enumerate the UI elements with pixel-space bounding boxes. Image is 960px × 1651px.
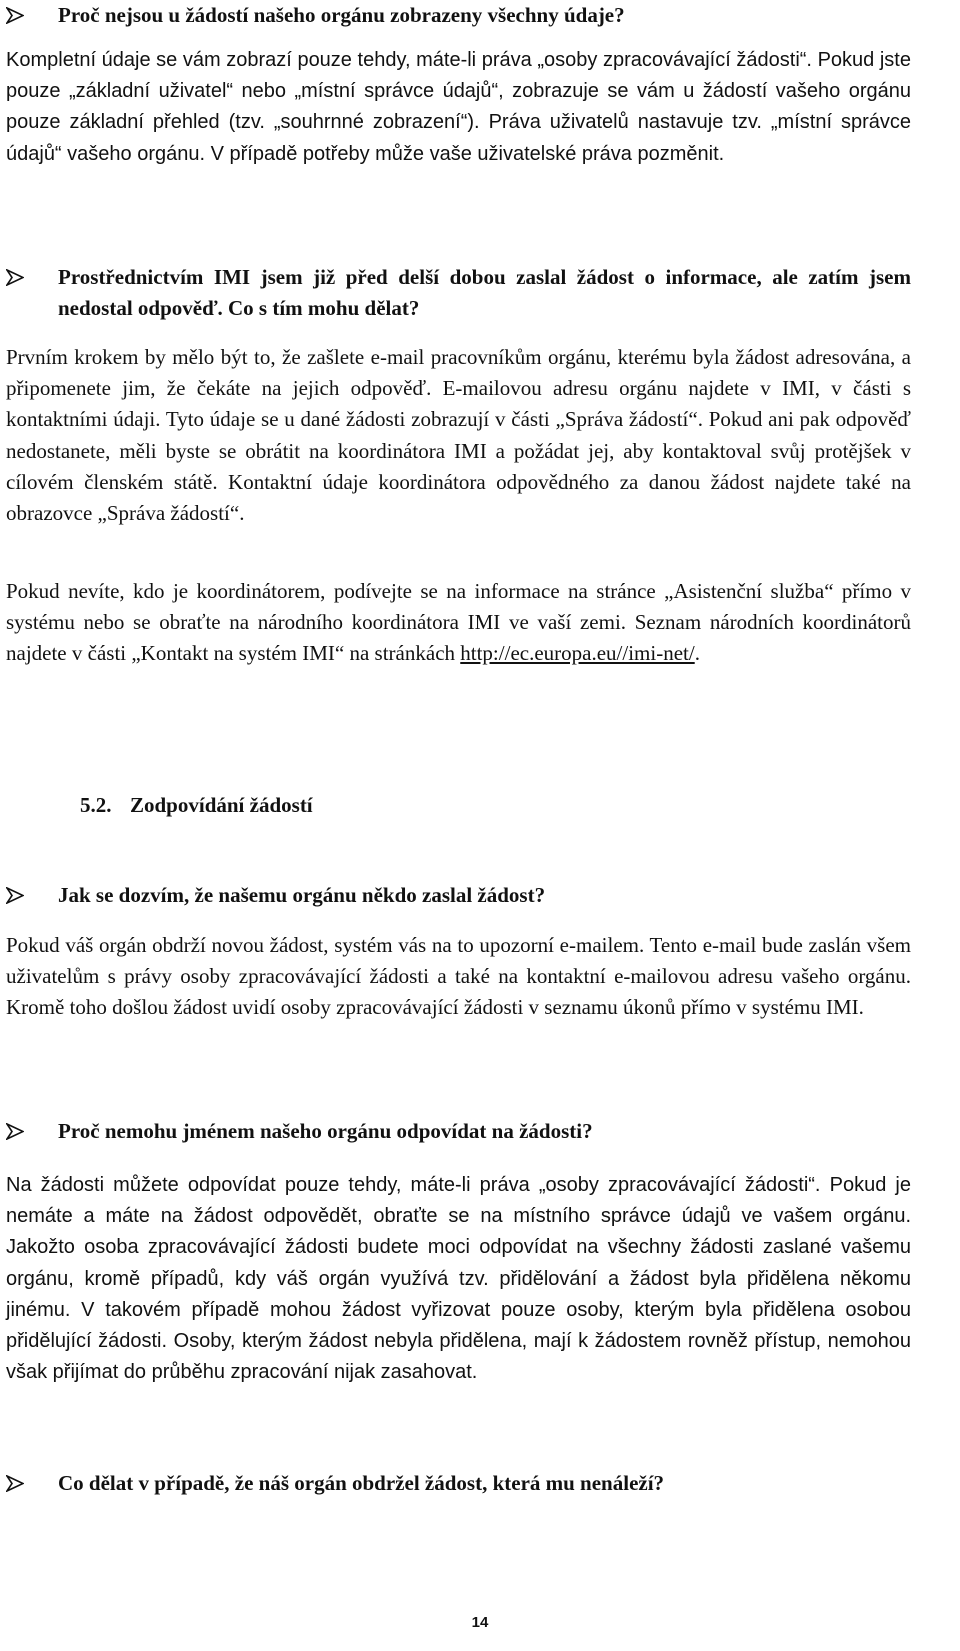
faq-question: Jak se dozvím, že našemu orgánu někdo zaslal žádost? <box>6 880 911 911</box>
faq-answer <box>6 576 911 670</box>
faq-question: Proč nejsou u žádostí našeho orgánu zobrazeny všechny údaje? <box>6 0 911 31</box>
faq-question: Co dělat v případě, že náš orgán obdržel žádost, která mu nenáleží? <box>6 1468 911 1499</box>
section-title: Zodpovídání žádostí <box>130 793 313 817</box>
section-heading <box>80 790 313 821</box>
link-suffix: . <box>694 641 700 666</box>
faq-answer: Pokud váš orgán obdrží novou žádost, systém vás na to upozorní e-mailem. Tento e-mail bude zaslán všem uživatelům s právy osoby zpracovávající žádosti a také na kontaktní e-mailovou adresu vašeho orgánu. Kromě toho došlou žádost uvidí osoby zpracovávající žádosti v seznamu úkonů přímo v systému IMI. <box>6 933 911 1020</box>
arrow-bullet-icon <box>6 1116 58 1140</box>
arrow-bullet-icon <box>6 262 58 286</box>
faq-question: Proč nemohu jménem našeho orgánu odpovídat na žádosti? <box>6 1116 911 1147</box>
faq-answer: Prvním krokem by mělo být to, že zašlete e-mail pracovníkům orgánu, kterému byla žádost adresována, a připomenete jim, že čekáte na jejich odpověď. E-mailovou adresu orgánu najdete v IMI, v části s kontaktními údaji. Tyto údaje se u dané žádosti zobrazují v části „Správa žádostí“. Pokud ani pak odpověď nedostanete, měli byste se obrátit na koordinátora IMI a požádat jej, aby kontaktoval svůj protějšek v cílovém členském státě. Kontaktní údaje koordinátora odpovědného za danou žádost najdete také na obrazovce „Správa žádostí“. <box>6 345 911 526</box>
faq-answer: Na žádosti můžete odpovídat pouze tehdy, máte-li práva „osoby zpracovávající žádosti“. Pokud je nemáte a máte na žádost odpovědět, obraťte se na místního správce údajů ve vašem orgánu. Jakožto osoba zpracovávající žádosti budete moci odpovídat na všechny žádosti zaslané vašemu orgánu, kromě případů, kdy váš orgán využívá tzv. přidělování a žádost byla přidělena někomu jinému. V takovém případě mohou žádost vyřizovat pouze osoby, kterým byla přidělena osobou přidělující žádosti. Osoby, kterým žádost nebyla přidělena, mají k žádostem rovněž přístup, nemohou však přijímat do průběhu zpracování nijak zasahovat. <box>6 1174 911 1384</box>
faq-question: Prostřednictvím IMI jsem již před delší dobou zaslal žádost o informace, ale zatím jsem nedostal odpověď. Co s tím mohu dělat? <box>6 262 911 324</box>
arrow-bullet-icon <box>6 0 58 24</box>
page-number: 14 <box>471 1614 489 1631</box>
imi-link[interactable]: http://ec.europa.eu//imi-net/ <box>460 641 695 666</box>
answer-text: Pokud nevíte, kdo je koordinátorem, podívejte se na informace na stránce „Asistenční služba“ přímo v systému nebo se obraťte na národního koordinátora IMI ve vaší zemi. Seznam národních koordinátorů najdete v části „Kontakt na systém IMI“ na stránkách <box>6 579 911 666</box>
arrow-bullet-icon <box>6 1468 58 1492</box>
section-number: 5.2. <box>80 793 112 817</box>
faq-answer: Kompletní údaje se vám zobrazí pouze tehdy, máte-li práva „osoby zpracovávající žádosti“. Pokud jste pouze „základní uživatel“ nebo „místní správce údajů“, zobrazuje se vám u žádostí vašeho orgánu pouze základní přehled (tzv. „souhrnné zobrazení“). Práva uživatelů nastavuje tzv. „místní správce údajů“ vašeho orgánu. V případě potřeby může vaše uživatelské práva pozměnit. <box>6 49 911 165</box>
arrow-bullet-icon <box>6 880 58 904</box>
